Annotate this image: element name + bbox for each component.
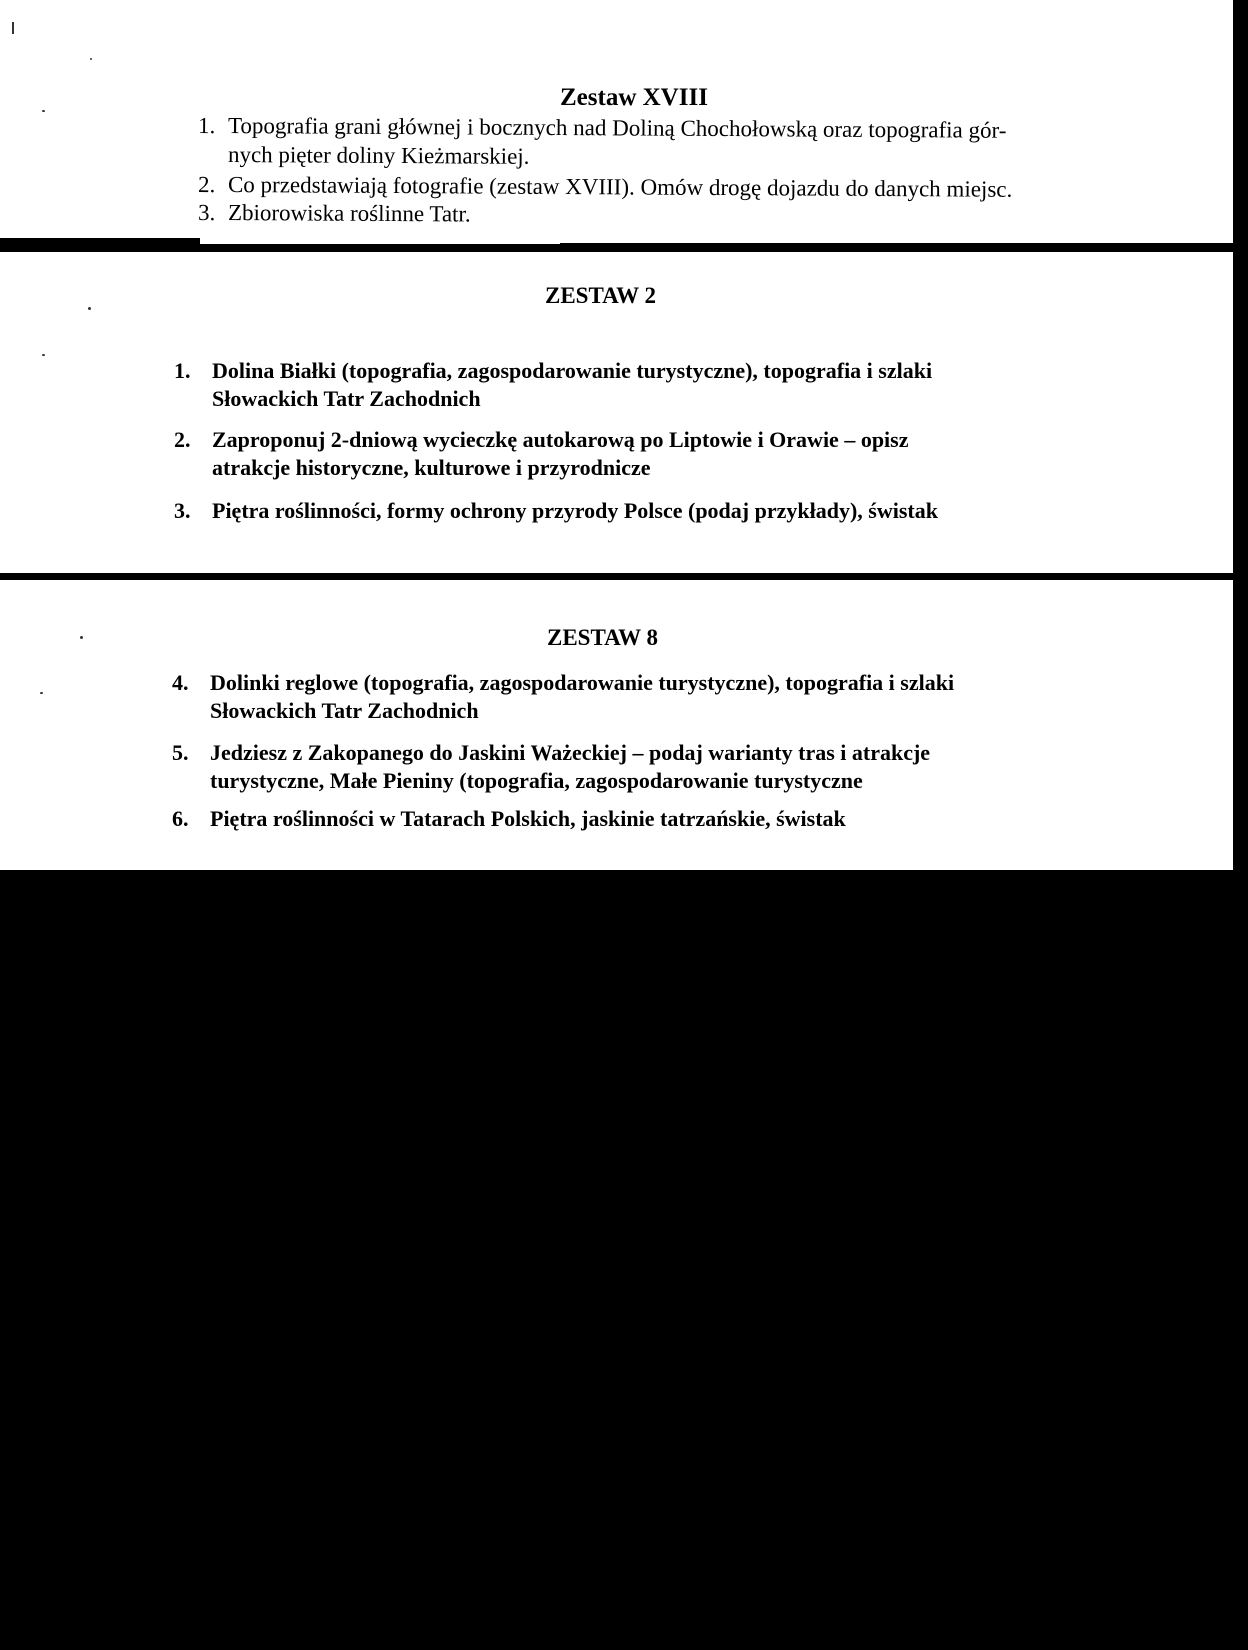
item-text: Słowackich Tatr Zachodnich — [210, 698, 479, 723]
item-number: 4. — [172, 670, 189, 695]
exam-set-2 — [0, 252, 1233, 573]
item-number: 3. — [197, 200, 216, 226]
item-text: Piętra roślinności w Tatarach Polskich, jaskinie tatrzańskie, świstak — [210, 806, 846, 831]
item-number: 1. — [174, 358, 191, 383]
set-title: Zestaw XVIII — [560, 84, 708, 111]
item-text: atrakcje historyczne, kulturowe i przyrodnicze — [212, 455, 651, 480]
set-title: ZESTAW 8 — [547, 625, 659, 650]
item-text: Słowackich Tatr Zachodnich — [212, 386, 481, 411]
item-text: Co przedstawiają fotografie (zestaw XVIII). Omów drogę dojazdu do danych miejsc. — [227, 172, 1013, 202]
set-title: ZESTAW 2 — [545, 283, 657, 308]
cut-edge — [560, 243, 1233, 244]
scan-speck — [90, 58, 92, 60]
item-number: 2. — [197, 172, 216, 198]
exam-set-8 — [0, 580, 1233, 870]
scan-speck — [42, 354, 45, 356]
scan-speck — [42, 110, 45, 112]
scan-speck — [80, 636, 83, 639]
item-number: 5. — [172, 740, 189, 765]
scan-speck — [12, 22, 14, 34]
item-number: 3. — [174, 498, 191, 523]
item-number: 6. — [172, 806, 189, 831]
item-text: Jedziesz z Zakopanego do Jaskini Ważeckiej – podaj warianty tras i atrakcje — [210, 740, 931, 765]
item-number: 1. — [197, 113, 216, 139]
item-text: Piętra roślinności, formy ochrony przyrody Polsce (podaj przykłady), świstak — [212, 498, 938, 523]
exam-set-xviii — [0, 0, 1233, 244]
item-text: Topografia grani głównej i bocznych nad Doliną Chochołowską oraz topografia gór- — [227, 113, 1007, 143]
item-text: turystyczne, Małe Pieniny (topografia, zagospodarowanie turystyczne — [210, 768, 863, 793]
scan-speck — [40, 692, 43, 694]
item-text: Zbiorowiska roślinne Tatr. — [227, 200, 471, 227]
item-text: Dolinki reglowe (topografia, zagospodarowanie turystyczne), topografia i szlaki — [210, 670, 955, 695]
item-text: Dolina Białki (topografia, zagospodarowanie turystyczne), topografia i szlaki — [212, 358, 933, 383]
cut-edge — [0, 238, 200, 244]
item-text: nych pięter doliny Kieżmarskiej. — [227, 142, 530, 169]
scan-speck — [88, 307, 91, 310]
item-text: Zaproponuj 2-dniową wycieczkę autokarową po Liptowie i Orawie – opisz — [212, 427, 909, 452]
item-number: 2. — [174, 427, 191, 452]
